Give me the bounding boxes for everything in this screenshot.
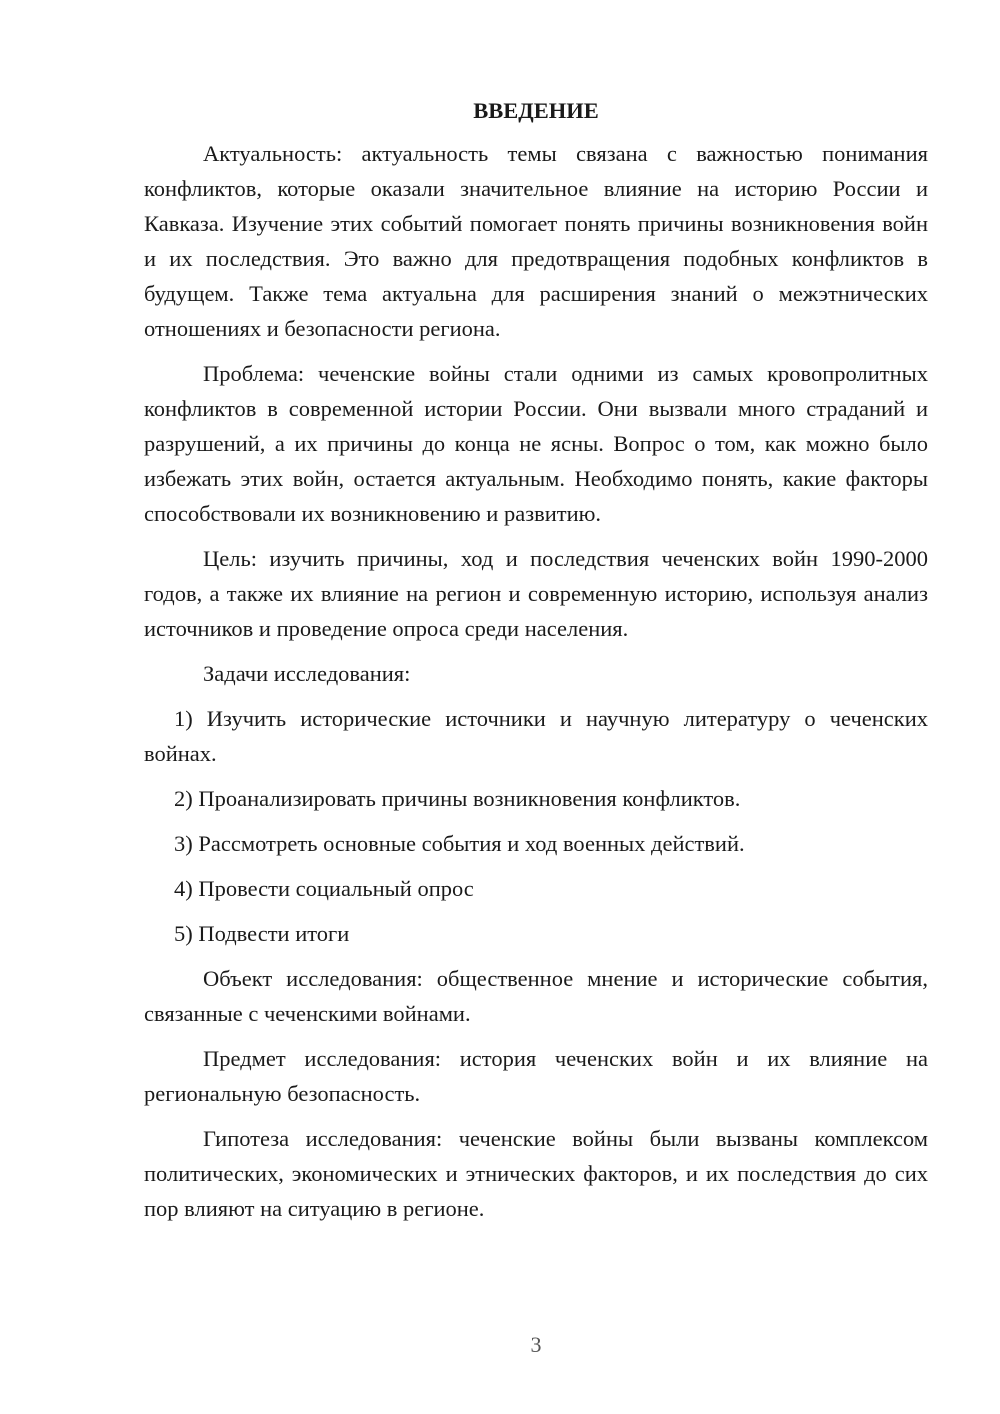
task-item-4: 4) Провести социальный опрос	[174, 876, 474, 901]
problem-paragraph: Проблема: чеченские войны стали одними из самых кровопролитных конфликтов в современной истории России. Они вызвали много страданий и разрушений, а их причины до конца не ясны. Вопрос о том, как можно было избежать этих войн, остается актуальным. Необходимо понять, какие факторы способствовали их возникновению и развитию.	[144, 361, 928, 526]
goal-paragraph: Цель: изучить причины, ход и последствия чеченских войн 1990-2000 годов, а также их влияние на регион и современную историю, используя анализ источников и проведение опроса среди населения.	[144, 546, 928, 641]
task-item-3: 3) Рассмотреть основные события и ход военных действий.	[174, 831, 745, 856]
page-content	[144, 96, 928, 1236]
tasks-heading: Задачи исследования:	[203, 661, 411, 686]
task-item-2: 2) Проанализировать причины возникновения конфликтов.	[174, 786, 741, 811]
relevance-paragraph: Актуальность: актуальность темы связана с важностью понимания конфликтов, которые оказали значительное влияние на историю России и Кавказа. Изучение этих событий помогает понять причины возникновения войн и их последствия. Это важно для предотвращения подобных конфликтов в будущем. Также тема актуальна для расширения знаний о межэтнических отношениях и безопасности региона.	[144, 141, 928, 341]
section-heading: ВВЕДЕНИЕ	[473, 98, 599, 123]
hypothesis-paragraph: Гипотеза исследования: чеченские войны были вызваны комплексом политических, экономических и этнических факторов, и их последствия до сих пор влияют на ситуацию в регионе.	[144, 1126, 928, 1221]
task-item-1: 1) Изучить исторические источники и научную литературу о чеченских войнах.	[144, 706, 928, 766]
task-item-5: 5) Подвести итоги	[174, 921, 350, 946]
subject-paragraph: Предмет исследования: история чеченских войн и их влияние на региональную безопасность.	[144, 1046, 928, 1106]
object-paragraph: Объект исследования: общественное мнение и исторические события, связанные с чеченскими войнами.	[144, 966, 928, 1026]
page-number: 3	[530, 1332, 542, 1357]
